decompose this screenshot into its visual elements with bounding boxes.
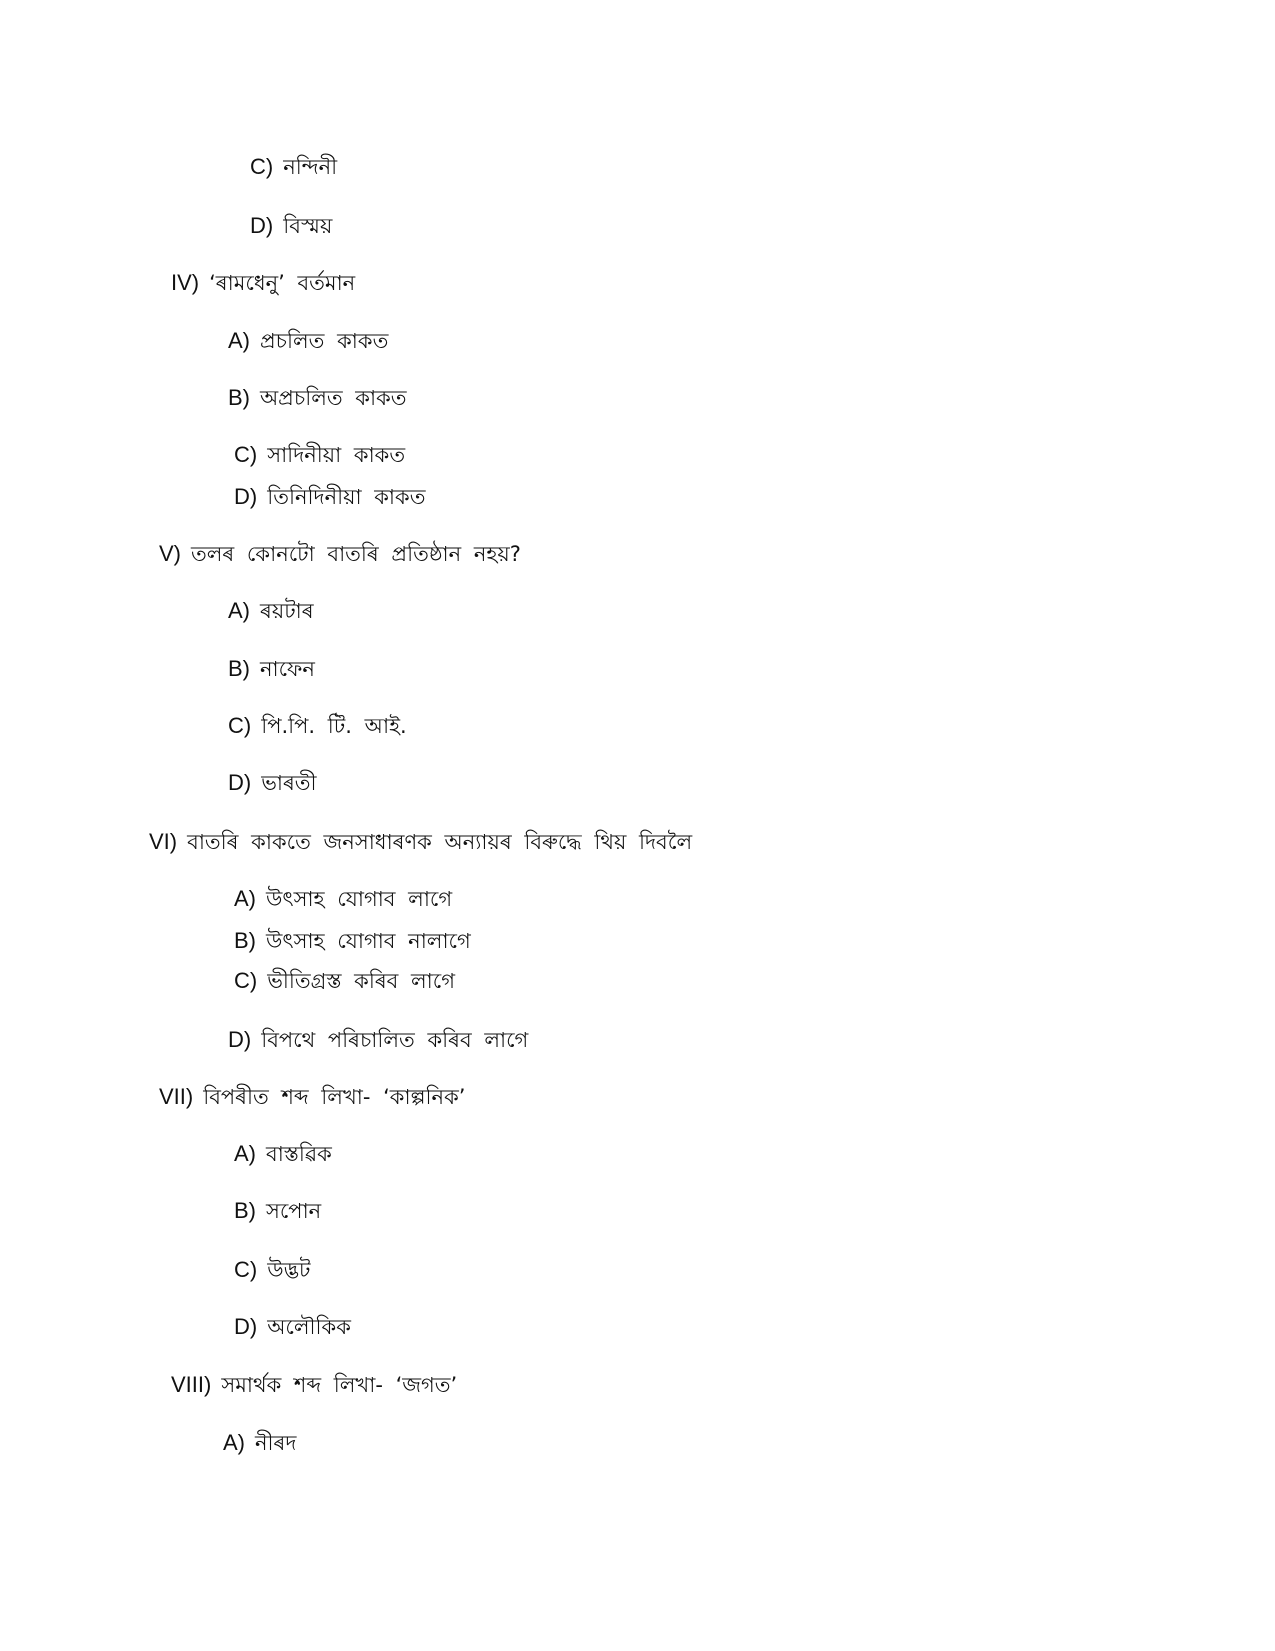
option-text: নাফেন: [260, 657, 315, 681]
q4-option-a: [228, 326, 388, 356]
option-label: D): [234, 484, 258, 509]
option-text: উৎসাহ যোগাব নালাগে: [266, 929, 471, 953]
question-number: V): [159, 541, 181, 566]
option-label: A): [234, 1141, 256, 1166]
option-label: A): [223, 1430, 245, 1455]
option-text: অপ্ৰচলিত কাকত: [260, 386, 407, 410]
q8-option-a: [223, 1428, 296, 1458]
q4-option-c: [234, 440, 405, 470]
option-text: পি.পি. টি. আই.: [261, 714, 407, 738]
option-text: তিনিদিনীয়া কাকত: [267, 485, 426, 509]
option-label: A): [228, 328, 250, 353]
option-text: বিস্ময়: [283, 214, 333, 238]
option-label: C): [250, 154, 274, 179]
question-vii: [159, 1082, 465, 1112]
option-text: সাদিনীয়া কাকত: [267, 443, 406, 467]
option-label: B): [228, 385, 250, 410]
q7-option-d: [234, 1312, 351, 1342]
q6-option-c: [234, 966, 455, 996]
question-number: VIII): [171, 1372, 212, 1397]
question-number: VII): [159, 1084, 194, 1109]
question-text: তলৰ কোনটো বাতৰি প্ৰতিষ্ঠান নহয়?: [191, 542, 521, 566]
question-iv: [171, 268, 355, 298]
option-label: B): [228, 656, 250, 681]
option-text: নীৰদ: [255, 1431, 297, 1455]
question-text: সমাৰ্থক শব্দ লিখা- ‘জগত’: [221, 1373, 458, 1397]
option-label: C): [234, 968, 258, 993]
option-label: C): [234, 1257, 258, 1282]
q7-option-a: [234, 1139, 332, 1169]
question-vi: [149, 827, 692, 857]
option-label: C): [228, 713, 252, 738]
question-v: [159, 539, 521, 569]
question-number: VI): [149, 829, 178, 854]
q7-option-b: [234, 1196, 321, 1226]
option-text: নন্দিনী: [283, 155, 338, 179]
option-text: উৎসাহ যোগাব লাগে: [266, 887, 453, 911]
q7-option-c: [234, 1255, 310, 1285]
q3-option-d: [250, 211, 332, 241]
option-label: A): [234, 886, 256, 911]
option-text: ৰয়টাৰ: [260, 599, 314, 623]
q4-option-b: [228, 383, 407, 413]
question-text: বিপৰীত শব্দ লিখা- ‘কাল্পনিক’: [203, 1085, 466, 1109]
q5-option-c: [228, 711, 407, 741]
option-text: অলৌকিক: [267, 1315, 351, 1339]
option-label: C): [234, 442, 258, 467]
option-text: বিপথে পৰিচালিত কৰিব লাগে: [261, 1028, 529, 1052]
q6-option-b: [234, 926, 471, 956]
q5-option-d: [228, 768, 317, 798]
question-text: ‘ৰামধেনু’ বৰ্তমান: [209, 271, 356, 295]
option-label: B): [234, 1198, 256, 1223]
option-label: A): [228, 598, 250, 623]
q5-option-a: [228, 596, 314, 626]
option-text: উদ্ভট: [267, 1258, 311, 1282]
question-number: IV): [171, 270, 200, 295]
question-text: বাতৰি কাকতে জনসাধাৰণক অন্যায়ৰ বিৰুদ্ধে থিয় দিবলৈ: [187, 830, 693, 854]
option-text: বাস্তৱিক: [266, 1142, 332, 1166]
q5-option-b: [228, 654, 315, 684]
option-text: ভীতিগ্ৰস্ত কৰিব লাগে: [267, 969, 455, 993]
option-label: B): [234, 928, 256, 953]
option-label: D): [228, 770, 252, 795]
q6-option-a: [234, 884, 452, 914]
option-label: D): [228, 1027, 252, 1052]
option-label: D): [234, 1314, 258, 1339]
option-text: প্ৰচলিত কাকত: [260, 329, 389, 353]
option-label: D): [250, 213, 274, 238]
q4-option-d: [234, 482, 425, 512]
option-text: ভাৰতী: [261, 771, 317, 795]
q6-option-d: [228, 1025, 528, 1055]
q3-option-c: [250, 152, 337, 182]
option-text: সপোন: [266, 1199, 322, 1223]
question-viii: [171, 1370, 457, 1400]
